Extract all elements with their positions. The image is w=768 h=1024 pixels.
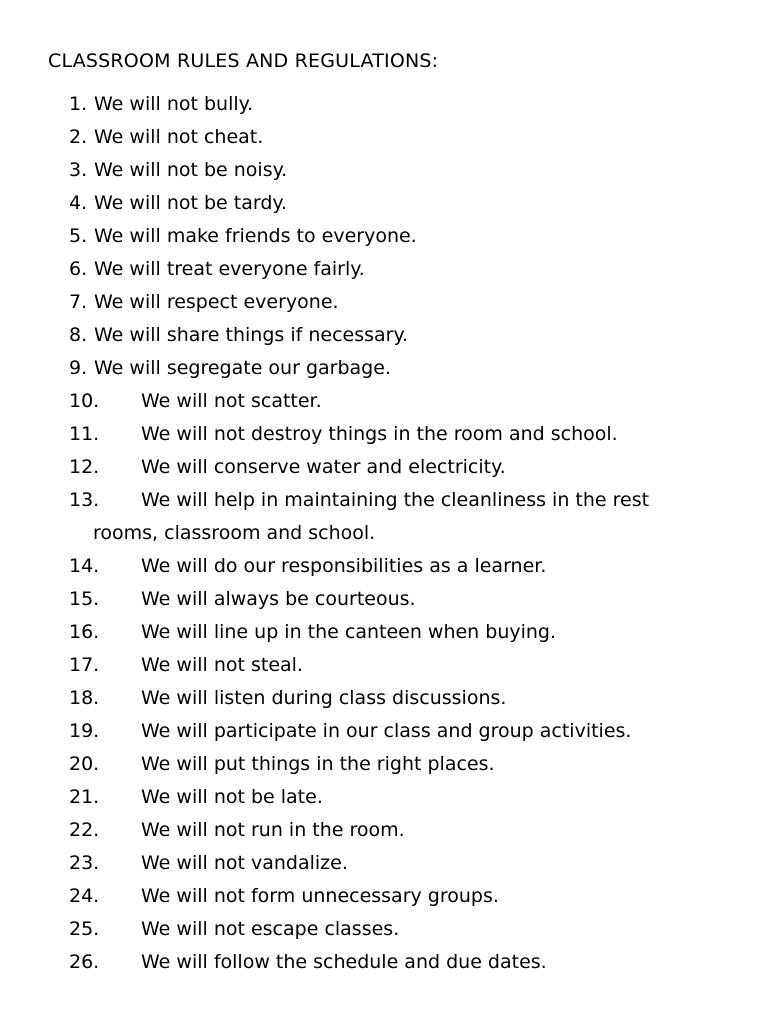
rule-item-2: [0, 121, 768, 154]
rule-item-13: [0, 484, 768, 550]
rule-item-23: [0, 847, 768, 880]
rule-number: 7.: [69, 291, 88, 313]
rule-text: We will put things in the right places.: [141, 753, 495, 775]
rule-text: We will not form unnecessary groups.: [141, 885, 499, 907]
rule-item-11: [0, 418, 768, 451]
rule-text: We will not be noisy.: [94, 159, 288, 181]
rule-item-4: [0, 187, 768, 220]
rule-number: 2.: [69, 126, 88, 148]
rule-text: We will share things if necessary.: [94, 324, 409, 346]
rule-text: We will treat everyone fairly.: [94, 258, 365, 280]
rule-number: 18.: [69, 687, 100, 709]
rule-number: 14.: [69, 555, 100, 577]
rule-item-9: [0, 352, 768, 385]
rule-text: We will not escape classes.: [141, 918, 400, 940]
rule-item-17: [0, 649, 768, 682]
rule-text: We will segregate our garbage.: [94, 357, 391, 379]
rule-number: 25.: [69, 918, 100, 940]
rule-text: We will not cheat.: [94, 126, 264, 148]
rule-text-continuation: rooms, classroom and school.: [93, 522, 376, 544]
rule-item-21: [0, 781, 768, 814]
rule-number: 10.: [69, 390, 100, 412]
rule-item-1: [0, 88, 768, 121]
rule-item-7: [0, 286, 768, 319]
rule-text: We will not steal.: [141, 654, 303, 676]
rule-number: 5.: [69, 225, 88, 247]
rule-item-6: [0, 253, 768, 286]
rule-number: 8.: [69, 324, 88, 346]
rule-item-8: [0, 319, 768, 352]
document-title: CLASSROOM RULES AND REGULATIONS:: [48, 50, 439, 72]
rule-number: 1.: [69, 93, 88, 115]
rule-number: 3.: [69, 159, 88, 181]
rule-number: 13.: [69, 489, 100, 511]
rule-number: 22.: [69, 819, 100, 841]
rule-text: We will not bully.: [94, 93, 254, 115]
rule-text: We will not run in the room.: [141, 819, 405, 841]
rule-item-10: [0, 385, 768, 418]
rule-text: We will help in maintaining the cleanliness in the rest: [141, 489, 650, 511]
rule-item-3: [0, 154, 768, 187]
rule-text: We will participate in our class and group activities.: [141, 720, 632, 742]
rule-number: 20.: [69, 753, 100, 775]
rule-item-15: [0, 583, 768, 616]
rule-text: We will not vandalize.: [141, 852, 348, 874]
rule-text: We will do our responsibilities as a learner.: [141, 555, 547, 577]
rule-text: We will conserve water and electricity.: [141, 456, 506, 478]
rules-list: [0, 88, 768, 979]
rule-item-22: [0, 814, 768, 847]
rule-number: 23.: [69, 852, 100, 874]
rule-item-18: [0, 682, 768, 715]
rule-number: 11.: [69, 423, 100, 445]
rule-text: We will not be late.: [141, 786, 323, 808]
rule-number: 24.: [69, 885, 100, 907]
rule-item-24: [0, 880, 768, 913]
rule-text: We will not destroy things in the room and school.: [141, 423, 618, 445]
rule-text: We will listen during class discussions.: [141, 687, 507, 709]
rule-number: 12.: [69, 456, 100, 478]
rule-item-20: [0, 748, 768, 781]
rule-number: 9.: [69, 357, 88, 379]
rule-number: 16.: [69, 621, 100, 643]
rule-text: We will respect everyone.: [94, 291, 339, 313]
rule-text: We will follow the schedule and due dates.: [141, 951, 547, 973]
rule-item-26: [0, 946, 768, 979]
rule-number: 26.: [69, 951, 100, 973]
rule-number: 21.: [69, 786, 100, 808]
rule-item-16: [0, 616, 768, 649]
rule-text: We will not scatter.: [141, 390, 322, 412]
rule-item-12: [0, 451, 768, 484]
rule-number: 17.: [69, 654, 100, 676]
rule-item-25: [0, 913, 768, 946]
rule-item-14: [0, 550, 768, 583]
rule-text: We will always be courteous.: [141, 588, 416, 610]
rule-item-5: [0, 220, 768, 253]
rule-item-19: [0, 715, 768, 748]
rule-number: 15.: [69, 588, 100, 610]
rule-number: 6.: [69, 258, 88, 280]
rule-text: We will make friends to everyone.: [94, 225, 417, 247]
rule-text: We will not be tardy.: [94, 192, 287, 214]
rule-text: We will line up in the canteen when buying.: [141, 621, 557, 643]
rule-number: 4.: [69, 192, 88, 214]
rule-number: 19.: [69, 720, 100, 742]
